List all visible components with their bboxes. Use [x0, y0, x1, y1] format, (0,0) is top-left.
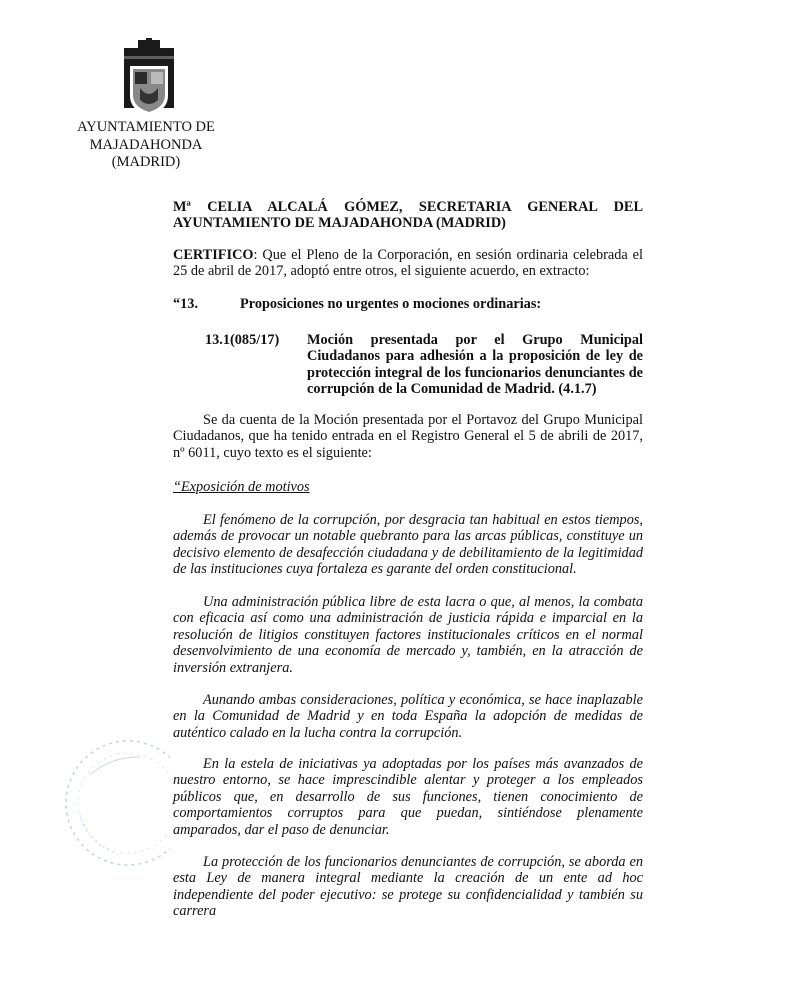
organization-name — [60, 119, 232, 172]
certifico-paragraph — [173, 247, 643, 280]
item-title: Proposiciones no urgentes o mociones ordinarias: — [240, 296, 542, 312]
intro-paragraph: Se da cuenta de la Moción presentada por el Portavoz del Grupo Municipal Ciudadanos, que ha tenido entrada en el Registro General el 5 de abrili de 2017, nº 6011, cuyo texto es el siguiente: — [173, 412, 643, 461]
motivos-paragraph-5: La protección de los funcionarios denunciantes de corrupción, se aborda en esta Ley de manera integral mediante la creación de un ente ad hoc independiente del poder ejecutivo: se protege su confidencialidad y también su carrera — [173, 854, 643, 920]
motion-title: Moción presentada por el Grupo Municipal Ciudadanos para adhesión a la proposición de ley de protección integral de los funcionarios denunciantes de corrupción de la Comunidad de Madrid. (4.1.7) — [307, 332, 643, 398]
organization-line-2: MAJADAHONDA — [89, 136, 203, 153]
motivos-paragraph-1: El fenómeno de la corrupción, por desgracia tan habitual en estos tiempos, además de provocar un notable quebranto para las arcas públicas, constituye un decisivo elemento de desafección ciudadana y de debilitamiento de la legitimidad de las instituciones cuya fortaleza es garante del orden constitucional. — [173, 512, 643, 578]
motivos-paragraph-2: Una administración pública libre de esta lacra o que, al menos, la combata con eficacia así como una administración de justicia rápida e imparcial en la resolución de litigios constituyen factores institucionales críticos en el normal desenvolvimiento de una economía de mercado y, también, en la atracción de inversión extranjera. — [173, 594, 643, 676]
official-stamp-icon — [50, 735, 170, 870]
certifico-label: CERTIFICO — [173, 247, 254, 263]
certifico-text: : Que el Pleno de la Corporación, en sesión ordinaria celebrada el 25 de abril de 2017, adoptó entre otros, el siguiente acuerdo, en extracto: — [173, 247, 643, 280]
exposicion-heading: “Exposición de motivos — [173, 479, 310, 495]
motivos-paragraph-3: Aunando ambas consideraciones, política y económica, se hace inaplazable en la Comunidad de Madrid y en toda España la adopción de medidas de auténtico calado en la lucha contra la corrupción. — [173, 692, 643, 741]
item-number: “13. — [173, 296, 199, 312]
certificate-heading: Mª CELIA ALCALÁ GÓMEZ, SECRETARIA GENERAL DEL AYUNTAMIENTO DE MAJADAHONDA (MADRID) — [173, 199, 643, 232]
motion-number: 13.1(085/17) — [205, 332, 280, 348]
organization-line-1: AYUNTAMIENTO DE — [77, 119, 215, 135]
motivos-paragraph-4: En la estela de iniciativas ya adoptadas por los países más avanzados de nuestro entorno, se hace imprescindible alentar y proteger a los empleados públicos que, en desarrollo de sus funciones, tienen conocimiento de comportamientos corruptos para que puedan, sintiéndose plenamente amparados, dar el paso de denunciar. — [173, 756, 643, 838]
organization-line-3: (MADRID) — [111, 154, 181, 170]
municipal-crest-icon — [120, 38, 178, 120]
